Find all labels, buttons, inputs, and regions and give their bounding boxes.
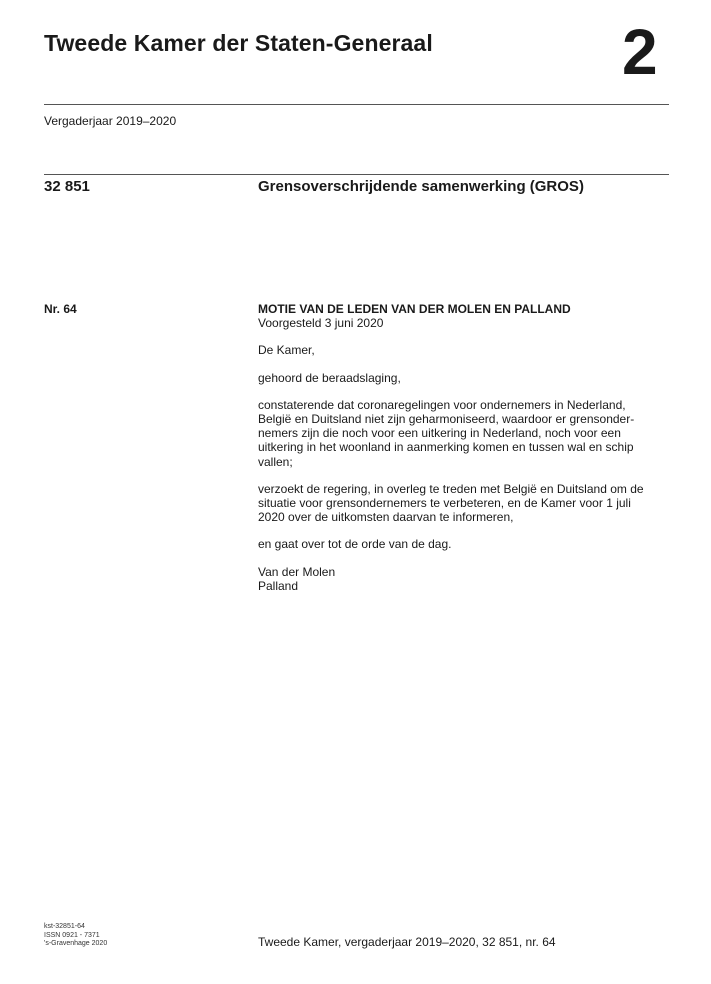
heard-clause: gehoord de beraadslaging, [258,370,401,385]
signatory: Van der Molen [258,564,336,579]
opening-line: De Kamer, [258,343,315,358]
issn: ISSN 0921 - 7371 [44,931,100,939]
institution-title: Tweede Kamer der Staten-Generaal [44,30,433,56]
motion-body [258,302,668,593]
request-clause: verzoekt de regering, in overleg te treden met België en Duitsland om de situatie voor grensondernemers te verbeteren, en de Kamer voor 1 juli 2020 over de uitkomsten daarvan te informeren, [258,481,644,525]
document-number: Nr. 64 [44,302,77,316]
motion-title: MOTIE VAN DE LEDEN VAN DER MOLEN EN PALLAND [258,302,571,316]
dossier-divider [44,174,669,175]
kst-code: kst-32851-64 [44,923,85,930]
dossier-title: Grensoverschrijdende samenwerking (GROS) [258,178,584,195]
session-year: Vergaderjaar 2019–2020 [44,114,177,128]
footer-reference: Tweede Kamer, vergaderjaar 2019–2020, 32 851, nr. 64 [258,935,556,949]
page-number: 2 [622,16,658,88]
footer-colophon [44,923,107,949]
proposed-date: Voorgesteld 3 juni 2020 [258,316,384,331]
closing-line: en gaat over tot de orde van de dag. [258,537,452,552]
publication-place: 's-Gravenhage 2020 [44,940,108,948]
considering-clause: constaterende dat coronaregelingen voor ondernemers in Nederland, België en Duitsland niet zijn geharmoniseerd, waardoor er grensonder- nemers zijn die noch voor een uitkering in Nederland, noch voor een uitkering in het woonland in aanmerking komen en tussen wal en schip vallen; [258,397,635,469]
top-divider [44,104,669,105]
dossier-number: 32 851 [44,178,90,195]
signatory: Palland [258,578,299,593]
